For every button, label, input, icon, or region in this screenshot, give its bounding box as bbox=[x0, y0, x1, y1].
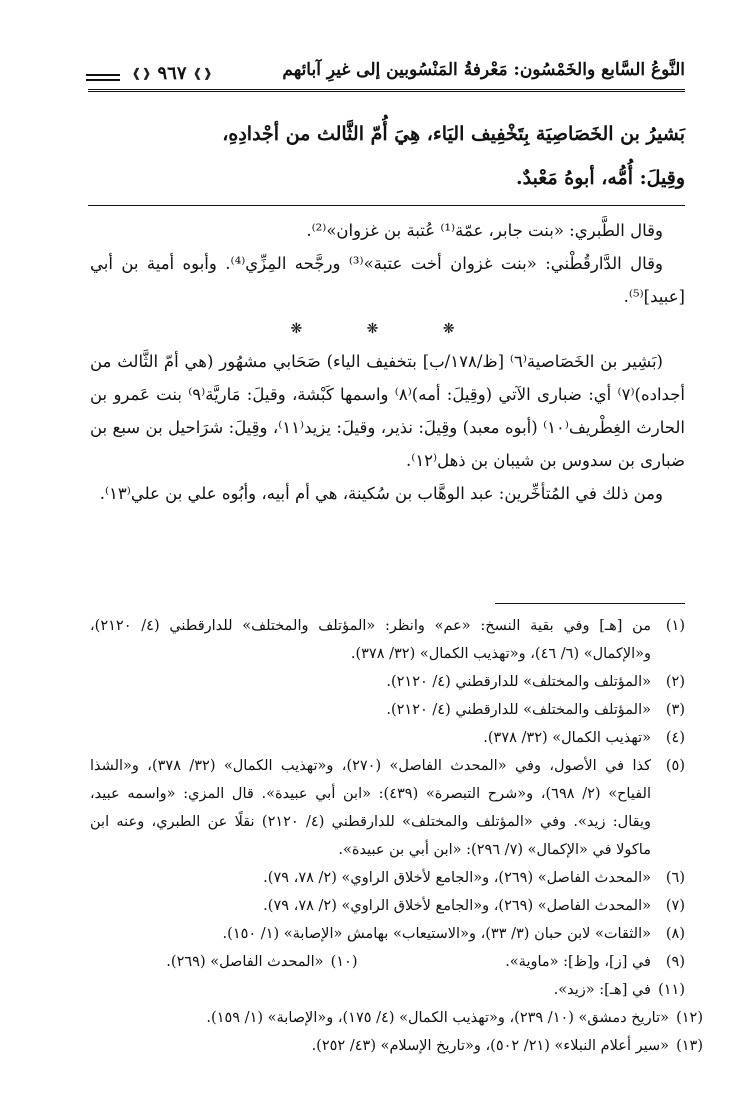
matn-line: بَشيرُ بن الخَصَاصِيَة بِتَخْفِيف اليَاء، هِيَ أُمّ الثَّالث من أجْدادِهِ، bbox=[222, 123, 685, 145]
ornament-right-icon: ❰❱ bbox=[192, 66, 213, 80]
footnote-number: (٨) bbox=[665, 926, 685, 942]
paragraph: وقال الدَّارقُطْني: «بنت غزوان أخت عتبة»⁽³⁾ ورجَّحه المِزِّي⁽⁴⁾. وأبوه أمية بن أبي [عبيد]⁽⁵⁾. bbox=[90, 254, 685, 306]
running-title: النَّوعُ السَّابع والخَمْسُون: مَعْرفةُ المَنْسُوبين إلى غيرِ آبائهم bbox=[282, 60, 685, 80]
footnote-number: (٥) bbox=[665, 758, 685, 774]
page-number-ornament bbox=[128, 60, 216, 86]
footnote-text: «سير أعلام النبلاء» (٢١/ ٥٠٢)، و«تاريخ الإسلام» (٤٣/ ٢٥٢). bbox=[311, 1038, 669, 1054]
footnote-text: «المؤتلف والمختلف» للدارقطني (٤/ ٢١٢٠). bbox=[386, 702, 651, 718]
paragraph: ومن ذلك في المُتأخِّرين: عبد الوهَّاب بن سُكينة، هي أم أبيه، وأبُوه علي بن علي⁽١٣⁾. bbox=[99, 484, 663, 503]
footnote-text: «تاريخ دمشق» (١٠/ ٢٣٩)، و«تهذيب الكمال» (٤/ ١٧٥)، و«الإصابة» (١/ ١٥٩). bbox=[206, 1010, 669, 1026]
footnote bbox=[90, 612, 685, 668]
page-header bbox=[88, 58, 685, 92]
footnote bbox=[90, 948, 418, 976]
footnotes bbox=[90, 612, 703, 1060]
footnote-number: (٧) bbox=[665, 898, 685, 914]
footnote bbox=[90, 976, 685, 1004]
page-number: ٩٦٧ bbox=[157, 62, 187, 84]
header-dash bbox=[86, 79, 120, 81]
footnote bbox=[90, 1032, 703, 1060]
footnote-text: «تهذيب الكمال» (٣٢/ ٣٧٨). bbox=[483, 730, 651, 746]
header-rule bbox=[88, 89, 685, 92]
matn-line: وقِيلَ: أُمُّه، أبوهُ مَعْبدٌ. bbox=[515, 167, 685, 189]
ornament-left-icon: ❰❱ bbox=[131, 66, 152, 80]
footnote bbox=[90, 752, 685, 864]
footnote-number: (١) bbox=[665, 618, 685, 634]
footnote-text: «المحدث الفاصل» (٢٦٩)، و«الجامع لأخلاق الراوي» (٢/ ٧٨، ٧٩). bbox=[263, 870, 651, 886]
footnote-number: (٦) bbox=[665, 870, 685, 886]
footnote bbox=[90, 724, 685, 752]
footnote bbox=[90, 864, 685, 892]
footnote-number: (٣) bbox=[665, 702, 685, 718]
footnote-text: من [هـ] وفي بقية النسخ: «عم» وانظر: «المؤتلف والمختلف» للدارقطني (٤/ ٢١٢٠)، و«الإكمال» (٦/ ٤٦)، و«تهذيب الكمال» (٣٢/ ٣٧٨). bbox=[90, 618, 651, 662]
footnote-text: «الثقات» لابن حبان (٣/ ٣٣)، و«الاستيعاب» بهامش «الإصابة» (١/ ١٥٠). bbox=[222, 926, 651, 942]
footnote bbox=[90, 920, 685, 948]
matn-rule bbox=[88, 205, 685, 206]
footnote bbox=[418, 948, 686, 976]
footnote bbox=[90, 668, 685, 696]
footnote-number: (١٠) bbox=[330, 954, 358, 970]
section-separator-stars: ❋ ❋ ❋ bbox=[290, 321, 485, 337]
footnote-number: (٩) bbox=[665, 954, 685, 970]
footnote bbox=[90, 892, 685, 920]
footnote-number: (١١) bbox=[658, 982, 685, 998]
footnote bbox=[90, 1004, 703, 1032]
paragraph: وقال الطَّبري: «بنت جابر، عمّة⁽¹⁾ عُتبة بن غزوان»⁽²⁾. bbox=[306, 221, 663, 240]
footnote-text: «المحدث الفاصل» (٢٦٩)، و«الجامع لأخلاق الراوي» (٢/ ٧٨، ٧٩). bbox=[263, 898, 651, 914]
matn-text bbox=[90, 112, 685, 200]
footnote-number: (٢) bbox=[665, 674, 685, 690]
footnote-number: (١٣) bbox=[676, 1038, 703, 1054]
paragraph: (بَشِير بن الخَصَاصية⁽٦⁾ [ظ/١٧٨/ب] بتخفيف الياء) صَحَابي مشهُور (هي أمّ الثَّالث من أجداده)⁽٧⁾ أي: ضبارى الآتي (وقِيلَ: أمه)⁽٨⁾ واسمها كَبْشة، وقيلَ: مَاريَّة⁽٩⁾ بنت عَمرو بن الحارث الغِطْريف⁽١٠⁾ (أبوه معبد) وقِيلَ: نذير، وقيلَ: يزيد⁽١١⁾، وقِيلَ: شرَاحيل بن سبع بن ضبارى بن سدوس بن شيبان بن ذهل⁽١٢⁾. bbox=[90, 352, 685, 470]
footnote-number: (١٢) bbox=[676, 1010, 703, 1026]
footnote-text: «المحدث الفاصل» (٢٦٩). bbox=[166, 954, 324, 970]
footnote bbox=[90, 696, 685, 724]
footnote-text: في [ز]، و[ظ]: «ماوية». bbox=[505, 954, 651, 970]
footnote-text: كذا في الأصول، وفي «المحدث الفاصل» (٢٧٠)، و«تهذيب الكمال» (٣٢/ ٣٧٨)، و«الشذا الفياح» (٢/ ٦٩٨)، و«شرح التبصرة» (٤٣٩): «ابن أبي عبيدة». قال المزي: «واسمه عبيد، ويقال: زيد». وفي «المؤتلف والمختلف» للدارقطني (٤/ ٢١٢٠) نقلًا عن الطبري، وعنه ابن ماكولا في «الإكمال» (٧/ ٢٩٦): «ابن أبي بن عبيدة». bbox=[90, 758, 652, 858]
footnote-text: «المؤتلف والمختلف» للدارقطني (٤/ ٢١٢٠). bbox=[386, 674, 651, 690]
header-dash bbox=[86, 74, 120, 76]
footnote-text: في [هـ]: «زيد». bbox=[553, 982, 651, 998]
commentary-body bbox=[90, 214, 685, 510]
footnote-rule bbox=[495, 603, 685, 604]
footnote-pair bbox=[90, 948, 685, 976]
footnote-number: (٤) bbox=[665, 730, 685, 746]
